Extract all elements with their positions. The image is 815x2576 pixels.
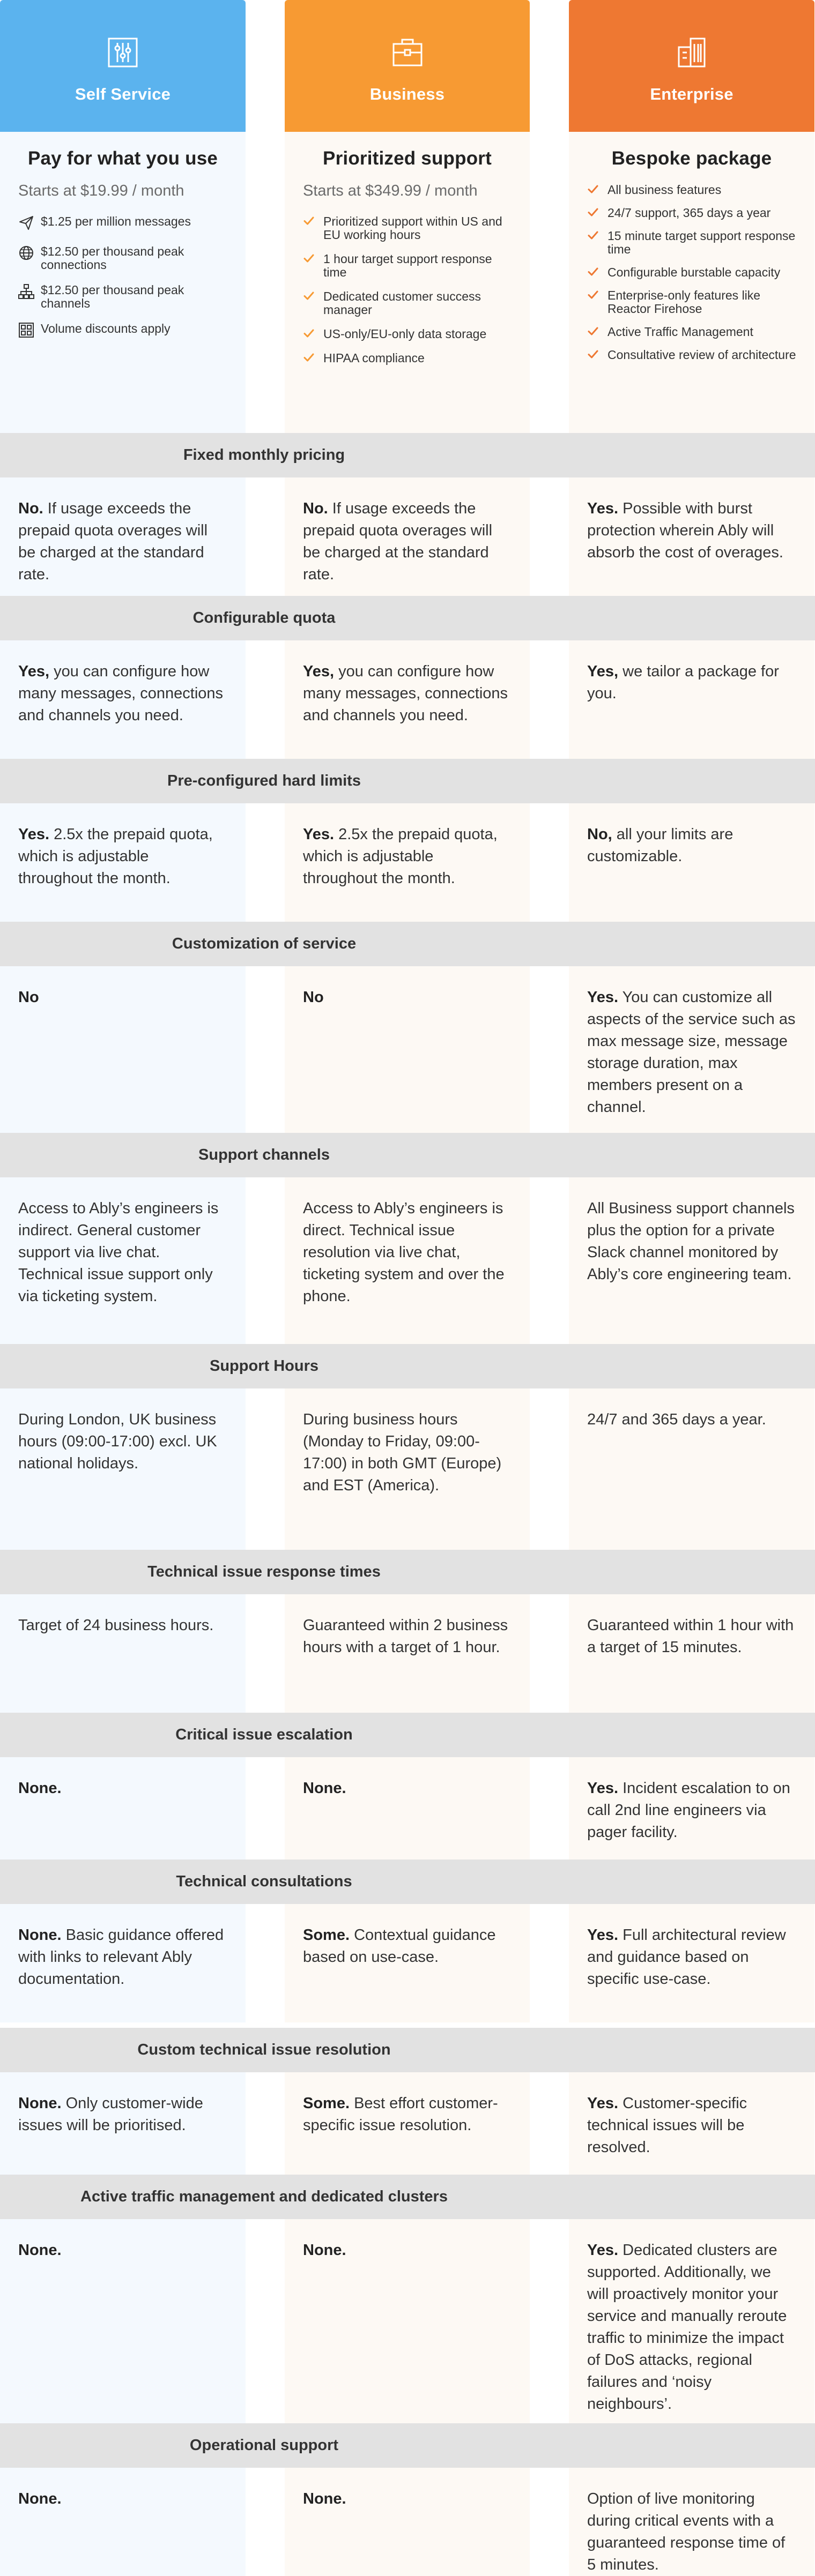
cell-enterprise	[569, 477, 814, 596]
plan-name: Enterprise	[650, 85, 734, 103]
cell-text: Incident escalation to on call 2nd line engineers via pager facility.	[587, 1780, 790, 1841]
plan-price: Starts at $19.99 / month	[18, 182, 184, 199]
feature-item: Volume discounts apply	[18, 322, 227, 340]
row-title: Configurable quota	[192, 609, 336, 626]
cell-enterprise	[569, 1757, 814, 1860]
cell-business	[285, 477, 530, 596]
feature-item: Dedicated customer success manager	[303, 290, 512, 317]
cell-self-service	[0, 803, 246, 922]
comparison-row	[0, 1550, 815, 1713]
cell-self-service	[0, 1594, 246, 1713]
cell-lead: No	[18, 989, 39, 1006]
cell-self-service	[0, 1177, 246, 1344]
cell-lead: None.	[18, 2095, 62, 2112]
cell-business	[285, 2219, 530, 2439]
checkmark-icon	[587, 348, 599, 360]
cell-text: During business hours (Monday to Friday, 09:00-17:00) in both GMT (Europe) and EST (America).	[303, 1411, 502, 1494]
cell-lead: No.	[18, 500, 43, 517]
cell-enterprise	[569, 2468, 814, 2576]
cell-text: Best effort customer-specific issue resolution.	[303, 2095, 498, 2134]
feature-item: 1 hour target support response time	[303, 252, 512, 279]
row-title: Customization of service	[172, 935, 357, 952]
plan-price: Starts at $349.99 / month	[303, 182, 478, 199]
paper-plane-icon	[18, 215, 34, 231]
cell-text: you can configure how many messages, connections and channels you need.	[303, 663, 508, 724]
cell-text: Guaranteed within 1 hour with a target of 15 minutes.	[587, 1617, 794, 1656]
cell-business	[285, 2468, 530, 2576]
checkmark-icon	[303, 327, 315, 339]
cell-lead: Yes.	[18, 826, 50, 843]
row-title: Pre-configured hard limits	[167, 772, 361, 789]
row-header	[0, 2175, 815, 2219]
comparison-row	[0, 922, 815, 1133]
cell-enterprise	[569, 1177, 814, 1344]
row-title: Operational support	[189, 2437, 339, 2454]
cell-self-service	[0, 477, 246, 596]
plan-cards	[0, 0, 815, 433]
cell-enterprise	[569, 2072, 814, 2175]
cell-lead: Yes.	[587, 1927, 619, 1944]
row-header	[0, 596, 815, 640]
plan-enterprise	[569, 0, 814, 433]
cell-text: Full architectural review and guidance based on specific use-case.	[587, 1927, 786, 1988]
cell-text: you can configure how many messages, connections and channels you need.	[18, 663, 224, 724]
feature-item: Enterprise-only features like Reactor Firehose	[587, 289, 796, 316]
comparison-row	[0, 1860, 815, 2022]
sliders-icon	[106, 35, 140, 70]
comparison-row	[0, 2028, 815, 2175]
plan-tagline: Pay for what you use	[27, 148, 218, 169]
cell-self-service	[0, 2468, 246, 2576]
comparison-row	[0, 1713, 815, 1860]
cell-lead: No	[303, 989, 324, 1006]
cell-text: Dedicated clusters are supported. Additionally, we will proactively monitor your service and manually reroute traffic to minimize the impact of DoS attacks, regional failures and ‘noisy neighbours’.	[587, 2242, 787, 2413]
cell-enterprise	[569, 1594, 814, 1713]
row-title: Technical consultations	[176, 1873, 352, 1890]
cell-text: Only customer-wide issues will be prioritised.	[18, 2095, 203, 2134]
cell-lead: Some.	[303, 1927, 350, 1944]
briefcase-icon	[390, 35, 425, 70]
cell-text: Access to Ably’s engineers is direct. Technical issue resolution via live chat, ticketing system and over the phone.	[303, 1200, 505, 1305]
cell-lead: None.	[303, 2242, 346, 2259]
feature-list	[303, 215, 512, 365]
cell-enterprise	[569, 640, 814, 759]
cell-lead: Yes,	[303, 663, 335, 680]
buildings-icon	[675, 35, 709, 70]
cell-text: 2.5x the prepaid quota, which is adjustable throughout the month.	[18, 826, 213, 887]
cell-text: Customer-specific technical issues will be resolved.	[587, 2095, 747, 2156]
checkmark-icon	[303, 290, 315, 302]
cell-business	[285, 1757, 530, 1860]
feature-item: Consultative review of architecture	[587, 348, 796, 362]
cell-lead: None.	[303, 1780, 346, 1797]
cell-text: Possible with burst protection wherein Ably will absorb the cost of overages.	[587, 500, 783, 561]
plan-name: Self Service	[75, 85, 171, 103]
feature-item: US-only/EU-only data storage	[303, 327, 512, 341]
hierarchy-icon	[18, 283, 34, 300]
cell-enterprise	[569, 966, 814, 1133]
cell-text: Guaranteed within 2 business hours with a target of 1 hour.	[303, 1617, 508, 1656]
plan-tagline: Bespoke package	[611, 148, 772, 169]
checkmark-icon	[587, 229, 599, 241]
plan-name: Business	[369, 85, 445, 103]
grid-icon	[18, 322, 34, 338]
cell-business	[285, 2072, 530, 2175]
cell-text: You can customize all aspects of the service such as max message size, message storage duration, max members present on a channel.	[587, 989, 796, 1116]
cell-text: 24/7 and 365 days a year.	[587, 1411, 766, 1428]
comparison-row	[0, 2423, 815, 2576]
cell-lead: None.	[303, 2490, 346, 2507]
cell-business	[285, 966, 530, 1133]
feature-item: $12.50 per thousand peak connections	[18, 245, 227, 272]
checkmark-icon	[587, 206, 599, 218]
row-header	[0, 1133, 815, 1177]
cell-lead: Yes.	[587, 1780, 619, 1797]
comparison-row	[0, 759, 815, 922]
feature-item: Configurable burstable capacity	[587, 266, 796, 279]
cell-lead: Yes,	[587, 663, 619, 680]
comparison-row	[0, 2175, 815, 2439]
cell-lead: None.	[18, 1780, 62, 1797]
cell-text: Target of 24 business hours.	[18, 1617, 214, 1634]
cell-enterprise	[569, 803, 814, 922]
feature-item: 15 minute target support response time	[587, 229, 796, 256]
cell-text: Contextual guidance based on use-case.	[303, 1927, 496, 1966]
globe-icon	[18, 245, 34, 261]
checkmark-icon	[303, 252, 315, 264]
cell-self-service	[0, 640, 246, 759]
feature-list	[18, 215, 227, 340]
comparison-row	[0, 1133, 815, 1344]
checkmark-icon	[587, 183, 599, 195]
cell-text: we tailor a package for you.	[587, 663, 779, 702]
feature-item: Prioritized support within US and EU working hours	[303, 215, 512, 242]
plan-tagline: Prioritized support	[323, 148, 492, 169]
cell-lead: None.	[18, 2242, 62, 2259]
row-header	[0, 2423, 815, 2468]
checkmark-icon	[303, 215, 315, 227]
cell-enterprise	[569, 1904, 814, 2022]
cell-self-service	[0, 1757, 246, 1860]
checkmark-icon	[303, 352, 315, 363]
cell-lead: Yes.	[587, 500, 619, 517]
feature-item: $12.50 per thousand peak channels	[18, 283, 227, 310]
cell-text: Access to Ably’s engineers is indirect. General customer support via live chat. Technical issue support only via ticketing system.	[18, 1200, 219, 1305]
cell-business	[285, 1904, 530, 2022]
row-title: Support Hours	[210, 1357, 318, 1375]
cell-text: If usage exceeds the prepaid quota overages will be charged at the standard rate.	[303, 500, 493, 583]
row-title: Custom technical issue resolution	[137, 2041, 391, 2058]
cell-text: Basic guidance offered with links to relevant Ably documentation.	[18, 1927, 224, 1988]
plan-header-business	[285, 0, 530, 132]
cell-enterprise	[569, 2219, 814, 2439]
feature-item: All business features	[587, 183, 796, 197]
cell-lead: Yes.	[587, 2242, 619, 2259]
row-title: Active traffic management and dedicated clusters	[80, 2188, 448, 2205]
feature-item: HIPAA compliance	[303, 352, 512, 365]
cell-self-service	[0, 966, 246, 1133]
cell-self-service	[0, 1904, 246, 2022]
cell-text: During London, UK business hours (09:00-17:00) excl. UK national holidays.	[18, 1411, 217, 1472]
cell-text: Option of live monitoring during critical events with a guaranteed response time of 5 minutes.	[587, 2490, 786, 2573]
cell-text: All Business support channels plus the option for a private Slack channel monitored by Ably’s core engineering team.	[587, 1200, 795, 1283]
row-title: Support channels	[198, 1146, 330, 1163]
plan-self-service	[0, 0, 246, 433]
cell-lead: Some.	[303, 2095, 350, 2112]
row-header	[0, 433, 815, 477]
comparison-row	[0, 1344, 815, 1550]
row-header	[0, 1550, 815, 1594]
comparison-row	[0, 596, 815, 759]
cell-business	[285, 640, 530, 759]
cell-text: all your limits are customizable.	[587, 826, 734, 865]
row-header	[0, 1860, 815, 1904]
row-header	[0, 922, 815, 966]
row-header	[0, 1344, 815, 1388]
comparison-row	[0, 433, 815, 596]
feature-item: $1.25 per million messages	[18, 215, 227, 233]
row-title: Critical issue escalation	[175, 1726, 353, 1743]
feature-item: Active Traffic Management	[587, 325, 796, 339]
cell-self-service	[0, 2072, 246, 2175]
row-header	[0, 1713, 815, 1757]
cell-enterprise	[569, 1388, 814, 1550]
cell-lead: None.	[18, 1927, 62, 1944]
plan-business	[285, 0, 530, 433]
cell-self-service	[0, 2219, 246, 2439]
cell-business	[285, 1594, 530, 1713]
cell-lead: Yes.	[587, 989, 619, 1006]
cell-business	[285, 803, 530, 922]
checkmark-icon	[587, 266, 599, 278]
feature-list	[587, 183, 796, 362]
row-header	[0, 2028, 815, 2072]
row-header	[0, 759, 815, 803]
cell-text: If usage exceeds the prepaid quota overages will be charged at the standard rate.	[18, 500, 208, 583]
cell-lead: No.	[303, 500, 328, 517]
cell-lead: Yes.	[587, 2095, 619, 2112]
checkmark-icon	[587, 325, 599, 337]
row-title: Technical issue response times	[147, 1563, 381, 1580]
plan-header-self-service	[0, 0, 246, 132]
row-title: Fixed monthly pricing	[183, 446, 345, 464]
cell-lead: Yes.	[303, 826, 335, 843]
cell-self-service	[0, 1388, 246, 1550]
plan-header-enterprise	[569, 0, 814, 132]
cell-lead: Yes,	[18, 663, 50, 680]
cell-business	[285, 1388, 530, 1550]
feature-item: 24/7 support, 365 days a year	[587, 206, 796, 220]
cell-business	[285, 1177, 530, 1344]
cell-lead: No,	[587, 826, 612, 843]
cell-text: 2.5x the prepaid quota, which is adjustable throughout the month.	[303, 826, 498, 887]
cell-lead: None.	[18, 2490, 62, 2507]
checkmark-icon	[587, 289, 599, 301]
